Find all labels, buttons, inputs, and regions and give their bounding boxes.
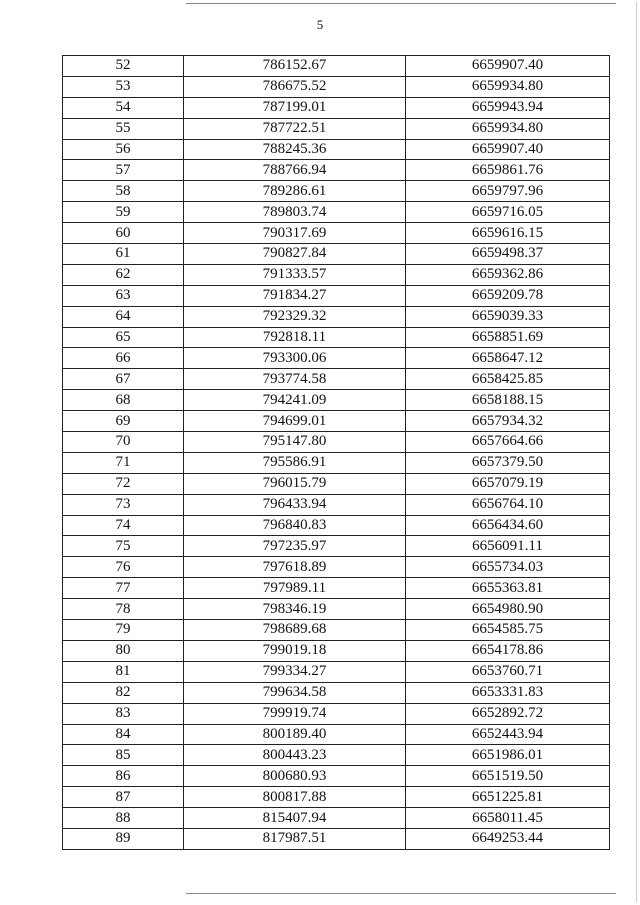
y-coordinate-cell: 6658851.69 (406, 327, 610, 348)
point-number-cell: 57 (63, 160, 184, 181)
table-row (63, 766, 610, 787)
table-row (63, 76, 610, 97)
table-row (63, 369, 610, 390)
table-row (63, 515, 610, 536)
y-coordinate-cell: 6659861.76 (406, 160, 610, 181)
y-coordinate-cell: 6654178.86 (406, 640, 610, 661)
x-coordinate-cell: 799019.18 (184, 640, 406, 661)
y-coordinate-cell: 6658425.85 (406, 369, 610, 390)
table-row (63, 620, 610, 641)
table-row (63, 244, 610, 265)
x-coordinate-cell: 798689.68 (184, 620, 406, 641)
y-coordinate-cell: 6657379.50 (406, 452, 610, 473)
table-row (63, 160, 610, 181)
y-coordinate-cell: 6652443.94 (406, 724, 610, 745)
point-number-cell: 58 (63, 181, 184, 202)
y-coordinate-cell: 6659209.78 (406, 285, 610, 306)
table-row (63, 285, 610, 306)
point-number-cell: 61 (63, 244, 184, 265)
table-row (63, 808, 610, 829)
y-coordinate-cell: 6658188.15 (406, 390, 610, 411)
page-number: 5 (316, 17, 324, 32)
table-row (63, 118, 610, 139)
table-row (63, 411, 610, 432)
x-coordinate-cell: 795586.91 (184, 452, 406, 473)
point-number-cell: 76 (63, 557, 184, 578)
y-coordinate-cell: 6653331.83 (406, 682, 610, 703)
x-coordinate-cell: 789803.74 (184, 202, 406, 223)
y-coordinate-cell: 6657664.66 (406, 432, 610, 453)
y-coordinate-cell: 6651519.50 (406, 766, 610, 787)
x-coordinate-cell: 795147.80 (184, 432, 406, 453)
coordinates-table-body (63, 56, 610, 850)
y-coordinate-cell: 6654980.90 (406, 599, 610, 620)
y-coordinate-cell: 6659797.96 (406, 181, 610, 202)
point-number-cell: 67 (63, 369, 184, 390)
point-number-cell: 87 (63, 787, 184, 808)
page-edge (636, 2, 637, 902)
top-rule (186, 3, 616, 4)
y-coordinate-cell: 6659934.80 (406, 76, 610, 97)
table-row (63, 223, 610, 244)
x-coordinate-cell: 790317.69 (184, 223, 406, 244)
y-coordinate-cell: 6659907.40 (406, 139, 610, 160)
point-number-cell: 64 (63, 306, 184, 327)
table-row (63, 703, 610, 724)
point-number-cell: 72 (63, 473, 184, 494)
table-row (63, 640, 610, 661)
table-row (63, 828, 610, 849)
table-row (63, 578, 610, 599)
table-row (63, 202, 610, 223)
table-row (63, 494, 610, 515)
table-row (63, 306, 610, 327)
x-coordinate-cell: 789286.61 (184, 181, 406, 202)
point-number-cell: 53 (63, 76, 184, 97)
x-coordinate-cell: 793300.06 (184, 348, 406, 369)
point-number-cell: 73 (63, 494, 184, 515)
point-number-cell: 78 (63, 599, 184, 620)
point-number-cell: 77 (63, 578, 184, 599)
point-number-cell: 69 (63, 411, 184, 432)
x-coordinate-cell: 787199.01 (184, 97, 406, 118)
x-coordinate-cell: 794699.01 (184, 411, 406, 432)
table-row (63, 661, 610, 682)
x-coordinate-cell: 788766.94 (184, 160, 406, 181)
point-number-cell: 79 (63, 620, 184, 641)
x-coordinate-cell: 800680.93 (184, 766, 406, 787)
y-coordinate-cell: 6659039.33 (406, 306, 610, 327)
x-coordinate-cell: 798346.19 (184, 599, 406, 620)
point-number-cell: 70 (63, 432, 184, 453)
y-coordinate-cell: 6655734.03 (406, 557, 610, 578)
bottom-rule (186, 893, 616, 894)
point-number-cell: 82 (63, 682, 184, 703)
point-number-cell: 85 (63, 745, 184, 766)
y-coordinate-cell: 6654585.75 (406, 620, 610, 641)
x-coordinate-cell: 786152.67 (184, 56, 406, 77)
y-coordinate-cell: 6659616.15 (406, 223, 610, 244)
x-coordinate-cell: 799634.58 (184, 682, 406, 703)
y-coordinate-cell: 6656434.60 (406, 515, 610, 536)
point-number-cell: 74 (63, 515, 184, 536)
y-coordinate-cell: 6656764.10 (406, 494, 610, 515)
table-row (63, 682, 610, 703)
table-row (63, 264, 610, 285)
y-coordinate-cell: 6659934.80 (406, 118, 610, 139)
table-row (63, 139, 610, 160)
point-number-cell: 81 (63, 661, 184, 682)
table-row (63, 473, 610, 494)
point-number-cell: 55 (63, 118, 184, 139)
y-coordinate-cell: 6652892.72 (406, 703, 610, 724)
x-coordinate-cell: 797618.89 (184, 557, 406, 578)
point-number-cell: 89 (63, 828, 184, 849)
y-coordinate-cell: 6655363.81 (406, 578, 610, 599)
x-coordinate-cell: 794241.09 (184, 390, 406, 411)
x-coordinate-cell: 786675.52 (184, 76, 406, 97)
x-coordinate-cell: 817987.51 (184, 828, 406, 849)
point-number-cell: 65 (63, 327, 184, 348)
point-number-cell: 83 (63, 703, 184, 724)
x-coordinate-cell: 793774.58 (184, 369, 406, 390)
x-coordinate-cell: 800817.88 (184, 787, 406, 808)
point-number-cell: 68 (63, 390, 184, 411)
point-number-cell: 60 (63, 223, 184, 244)
y-coordinate-cell: 6657079.19 (406, 473, 610, 494)
point-number-cell: 52 (63, 56, 184, 77)
x-coordinate-cell: 799334.27 (184, 661, 406, 682)
x-coordinate-cell: 796433.94 (184, 494, 406, 515)
x-coordinate-cell: 797989.11 (184, 578, 406, 599)
y-coordinate-cell: 6658011.45 (406, 808, 610, 829)
table-row (63, 56, 610, 77)
point-number-cell: 59 (63, 202, 184, 223)
point-number-cell: 84 (63, 724, 184, 745)
x-coordinate-cell: 791333.57 (184, 264, 406, 285)
y-coordinate-cell: 6659943.94 (406, 97, 610, 118)
x-coordinate-cell: 787722.51 (184, 118, 406, 139)
table-row (63, 724, 610, 745)
table-row (63, 599, 610, 620)
y-coordinate-cell: 6657934.32 (406, 411, 610, 432)
y-coordinate-cell: 6651986.01 (406, 745, 610, 766)
x-coordinate-cell: 815407.94 (184, 808, 406, 829)
point-number-cell: 54 (63, 97, 184, 118)
point-number-cell: 66 (63, 348, 184, 369)
x-coordinate-cell: 792329.32 (184, 306, 406, 327)
y-coordinate-cell: 6658647.12 (406, 348, 610, 369)
table-row (63, 97, 610, 118)
table-row (63, 390, 610, 411)
y-coordinate-cell: 6659907.40 (406, 56, 610, 77)
coordinates-table (62, 55, 610, 850)
point-number-cell: 63 (63, 285, 184, 306)
y-coordinate-cell: 6659498.37 (406, 244, 610, 265)
x-coordinate-cell: 796015.79 (184, 473, 406, 494)
table-row (63, 787, 610, 808)
x-coordinate-cell: 790827.84 (184, 244, 406, 265)
x-coordinate-cell: 788245.36 (184, 139, 406, 160)
x-coordinate-cell: 799919.74 (184, 703, 406, 724)
point-number-cell: 71 (63, 452, 184, 473)
table-row (63, 348, 610, 369)
y-coordinate-cell: 6659362.86 (406, 264, 610, 285)
point-number-cell: 62 (63, 264, 184, 285)
point-number-cell: 56 (63, 139, 184, 160)
point-number-cell: 88 (63, 808, 184, 829)
point-number-cell: 75 (63, 536, 184, 557)
table-row (63, 536, 610, 557)
x-coordinate-cell: 791834.27 (184, 285, 406, 306)
table-row (63, 745, 610, 766)
x-coordinate-cell: 797235.97 (184, 536, 406, 557)
table-row (63, 432, 610, 453)
x-coordinate-cell: 792818.11 (184, 327, 406, 348)
x-coordinate-cell: 796840.83 (184, 515, 406, 536)
y-coordinate-cell: 6659716.05 (406, 202, 610, 223)
y-coordinate-cell: 6649253.44 (406, 828, 610, 849)
x-coordinate-cell: 800189.40 (184, 724, 406, 745)
y-coordinate-cell: 6656091.11 (406, 536, 610, 557)
table-row (63, 452, 610, 473)
table-row (63, 557, 610, 578)
y-coordinate-cell: 6651225.81 (406, 787, 610, 808)
point-number-cell: 86 (63, 766, 184, 787)
table-row (63, 327, 610, 348)
table-row (63, 181, 610, 202)
x-coordinate-cell: 800443.23 (184, 745, 406, 766)
point-number-cell: 80 (63, 640, 184, 661)
y-coordinate-cell: 6653760.71 (406, 661, 610, 682)
